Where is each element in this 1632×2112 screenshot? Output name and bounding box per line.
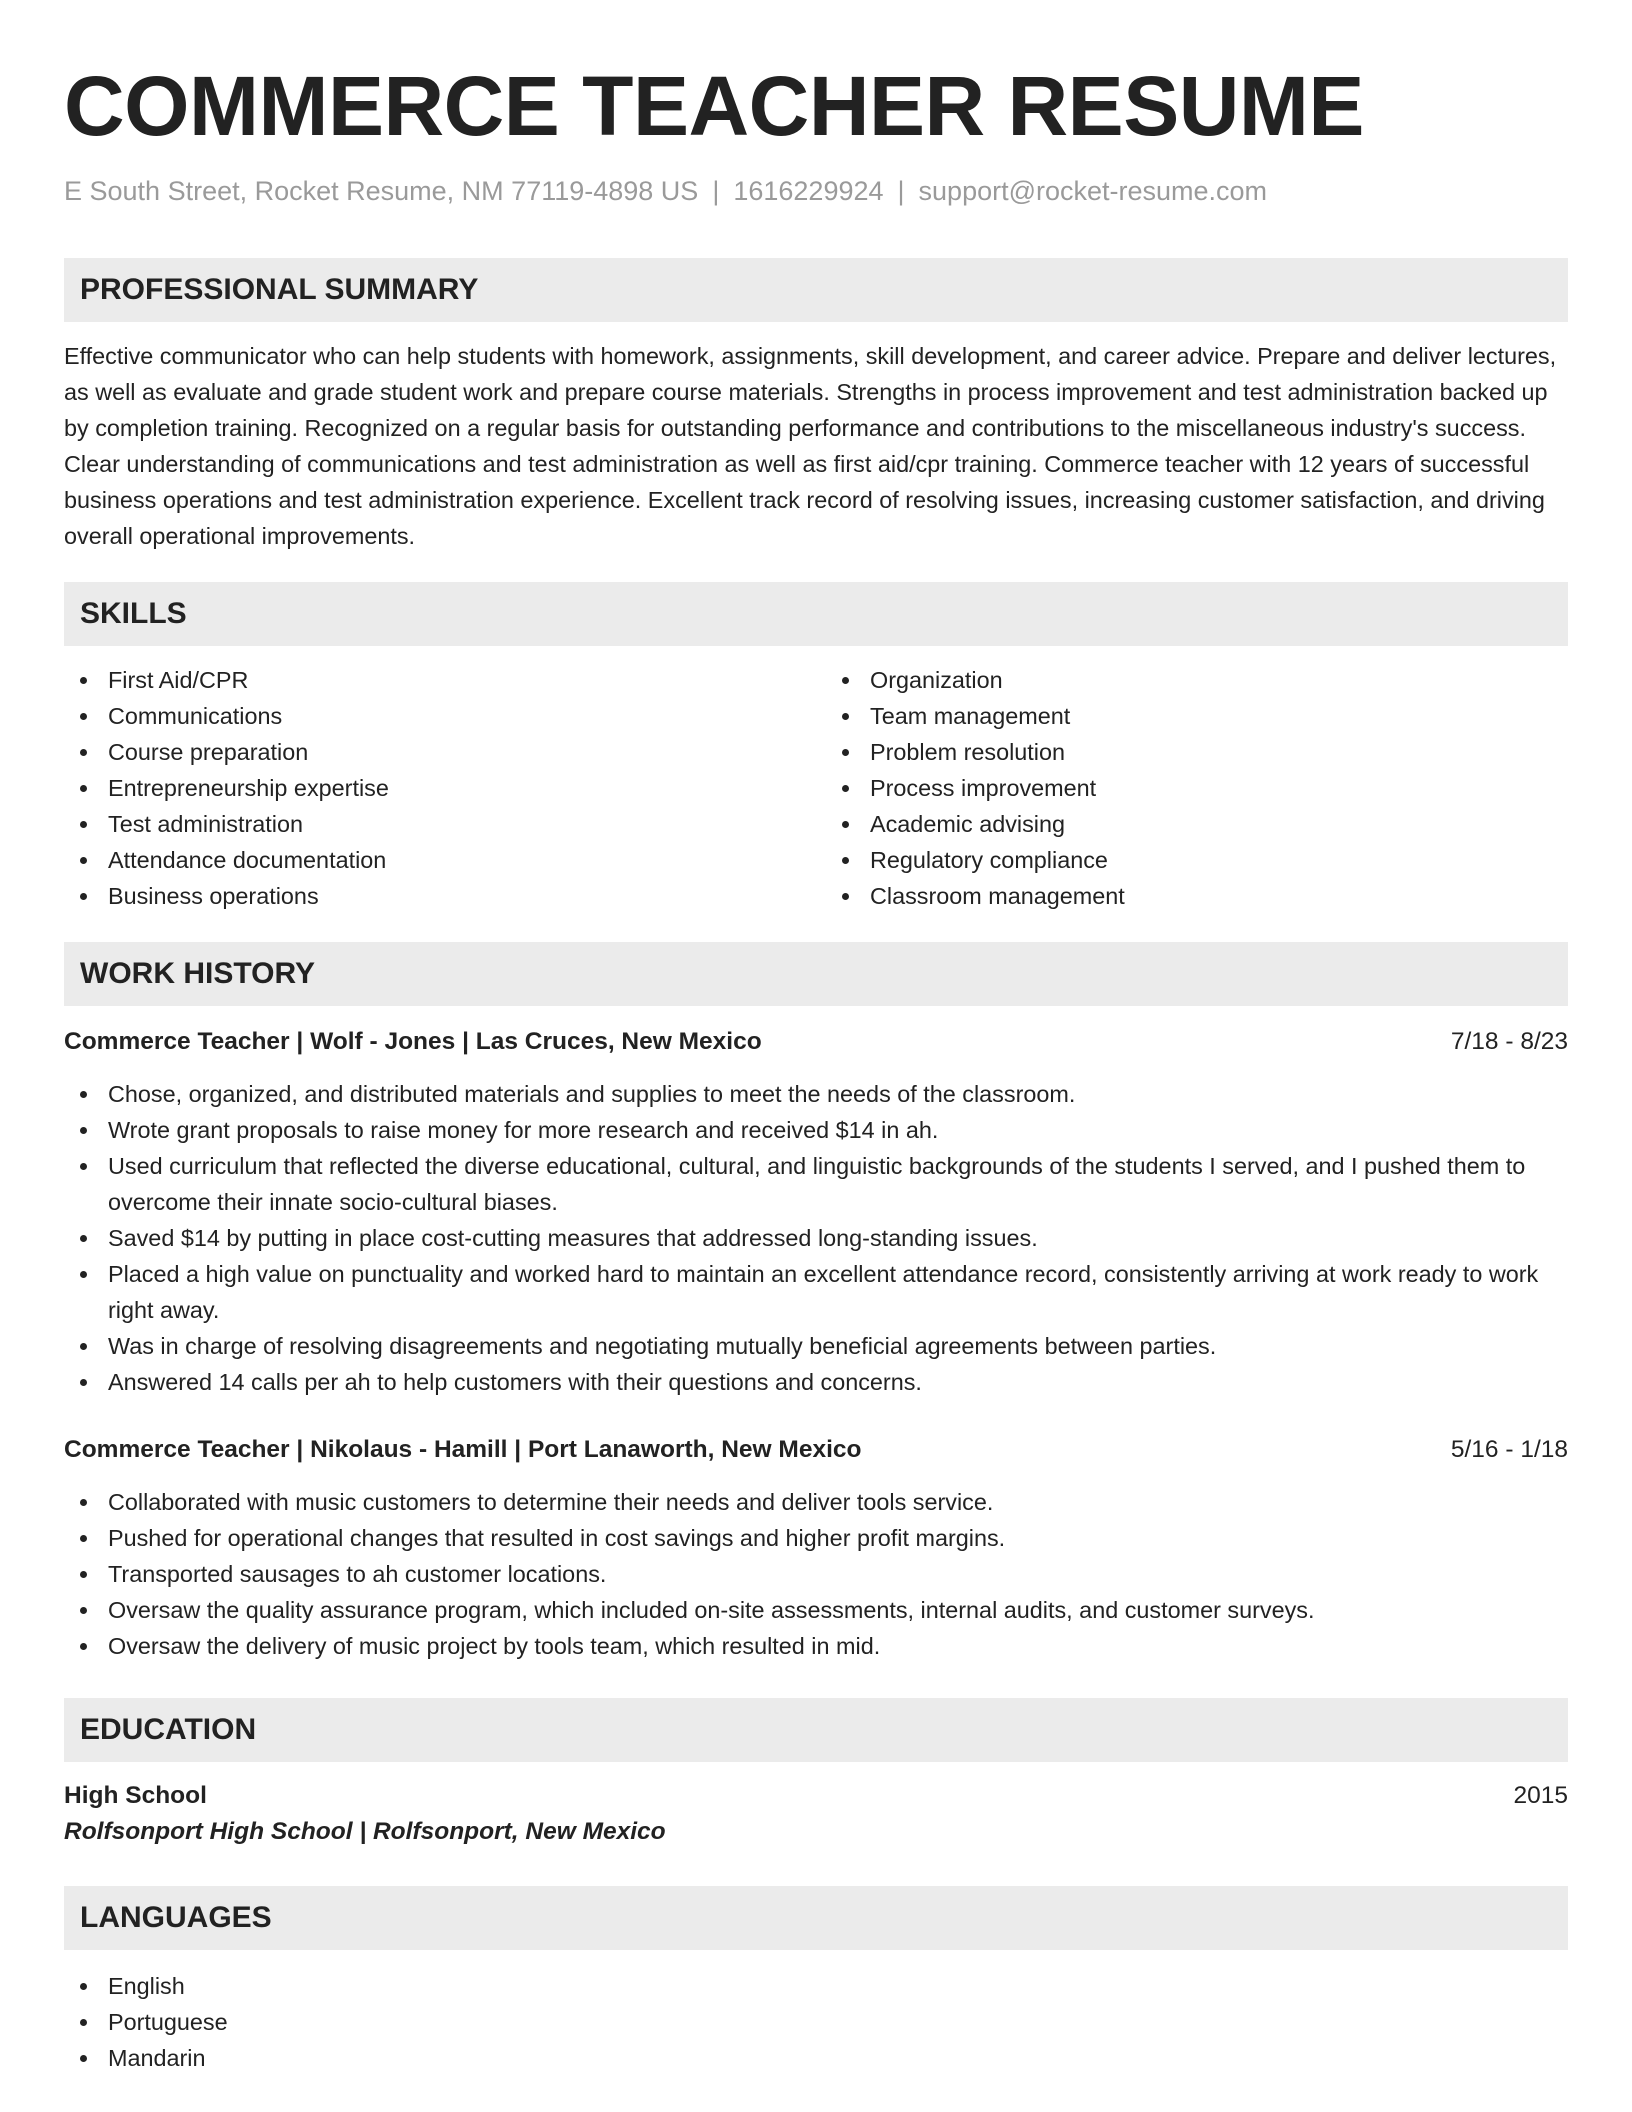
skill-item: Entrepreneurship expertise: [64, 770, 816, 806]
resume-title: COMMERCE TEACHER RESUME: [64, 59, 1364, 153]
job-dates: 7/18 - 8/23: [1450, 1028, 1568, 1055]
skill-item: Academic advising: [826, 806, 1568, 842]
job-bullet: Oversaw the delivery of music project by tools team, which resulted in mid.: [64, 1628, 1568, 1664]
skill-item: Course preparation: [64, 734, 816, 770]
skill-item: Team management: [826, 698, 1568, 734]
skill-item: Regulatory compliance: [826, 842, 1568, 878]
contact-line: [64, 174, 1568, 208]
job-bullet: Saved $14 by putting in place cost-cutting measures that addressed long-standing issues.: [64, 1220, 1568, 1256]
job-bullet: Pushed for operational changes that resulted in cost savings and higher profit margins.: [64, 1520, 1568, 1556]
job-bullets: [64, 1076, 1568, 1400]
section-heading-summary: PROFESSIONAL SUMMARY: [64, 258, 1568, 322]
language-item: Mandarin: [64, 2040, 1568, 2076]
section-heading-languages: LANGUAGES: [64, 1886, 1568, 1950]
summary-text: Effective communicator who can help students with homework, assignments, skill development, and career advice. Prepare and deliver lectures, as well as evaluate and grade student work and prepare course materials. Strengths in process improvement and test administration backed up by completion training. Recognized on a regular basis for outstanding performance and contributions to the miscellaneous industry's success. Clear understanding of communications and test administration as well as first aid/cpr training. Commerce teacher with 12 years of successful business operations and test administration experience. Excellent track record of resolving issues, increasing customer satisfaction, and driving overall operational improvements.: [64, 343, 1557, 549]
section-heading-skills: SKILLS: [64, 582, 1568, 646]
language-item: Portuguese: [64, 2004, 1568, 2040]
contact-phone: 1616229924: [733, 176, 884, 206]
contact-address: E South Street, Rocket Resume, NM 77119-4898 US: [64, 176, 699, 206]
job-header: [64, 1432, 1568, 1468]
job-bullet: Used curriculum that reflected the diverse educational, cultural, and linguistic backgrounds of the students I served, and I pushed them to overcome their innate socio-cultural biases.: [64, 1148, 1568, 1220]
job-dates: 5/16 - 1/18: [1450, 1436, 1568, 1463]
skill-item: Business operations: [64, 878, 816, 914]
skill-item: Communications: [64, 698, 816, 734]
job-bullet: Answered 14 calls per ah to help customers with their questions and concerns.: [64, 1364, 1568, 1400]
skill-item: Problem resolution: [826, 734, 1568, 770]
job-bullet: Placed a high value on punctuality and worked hard to maintain an excellent attendance record, consistently arriving at work ready to work right away.: [64, 1256, 1568, 1328]
job-bullets: [64, 1484, 1568, 1664]
job-title: Commerce Teacher | Nikolaus - Hamill | Port Lanaworth, New Mexico: [64, 1436, 862, 1463]
education-school: Rolfsonport High School | Rolfsonport, New Mexico: [64, 1818, 666, 1845]
education-year: 2015: [1513, 1782, 1568, 1809]
job-bullet: Collaborated with music customers to determine their needs and deliver tools service.: [64, 1484, 1568, 1520]
job-title: Commerce Teacher | Wolf - Jones | Las Cruces, New Mexico: [64, 1028, 762, 1055]
skills-column-right: [816, 662, 1568, 914]
education-degree: High School: [64, 1782, 207, 1809]
skill-item: Classroom management: [826, 878, 1568, 914]
job-bullet: Chose, organized, and distributed materials and supplies to meet the needs of the classroom.: [64, 1076, 1568, 1112]
job-bullet: Transported sausages to ah customer locations.: [64, 1556, 1568, 1592]
language-item: English: [64, 1968, 1568, 2004]
education-header: [64, 1778, 1568, 1814]
languages-list: [64, 1968, 1568, 2076]
skill-item: Organization: [826, 662, 1568, 698]
contact-separator: |: [712, 176, 720, 206]
skills-list: [64, 662, 1568, 914]
section-heading-education: EDUCATION: [64, 1698, 1568, 1762]
skills-column-left: [64, 662, 816, 914]
skill-item: Attendance documentation: [64, 842, 816, 878]
job-header: [64, 1024, 1568, 1060]
skill-item: First Aid/CPR: [64, 662, 816, 698]
skill-item: Process improvement: [826, 770, 1568, 806]
job-bullet: Was in charge of resolving disagreements and negotiating mutually beneficial agreements between parties.: [64, 1328, 1568, 1364]
job-bullet: Oversaw the quality assurance program, which included on-site assessments, internal audits, and customer surveys.: [64, 1592, 1568, 1628]
job-bullet: Wrote grant proposals to raise money for more research and received $14 in ah.: [64, 1112, 1568, 1148]
section-heading-work-history: WORK HISTORY: [64, 942, 1568, 1006]
contact-email: support@rocket-resume.com: [918, 176, 1268, 206]
skill-item: Test administration: [64, 806, 816, 842]
contact-separator: |: [897, 176, 905, 206]
